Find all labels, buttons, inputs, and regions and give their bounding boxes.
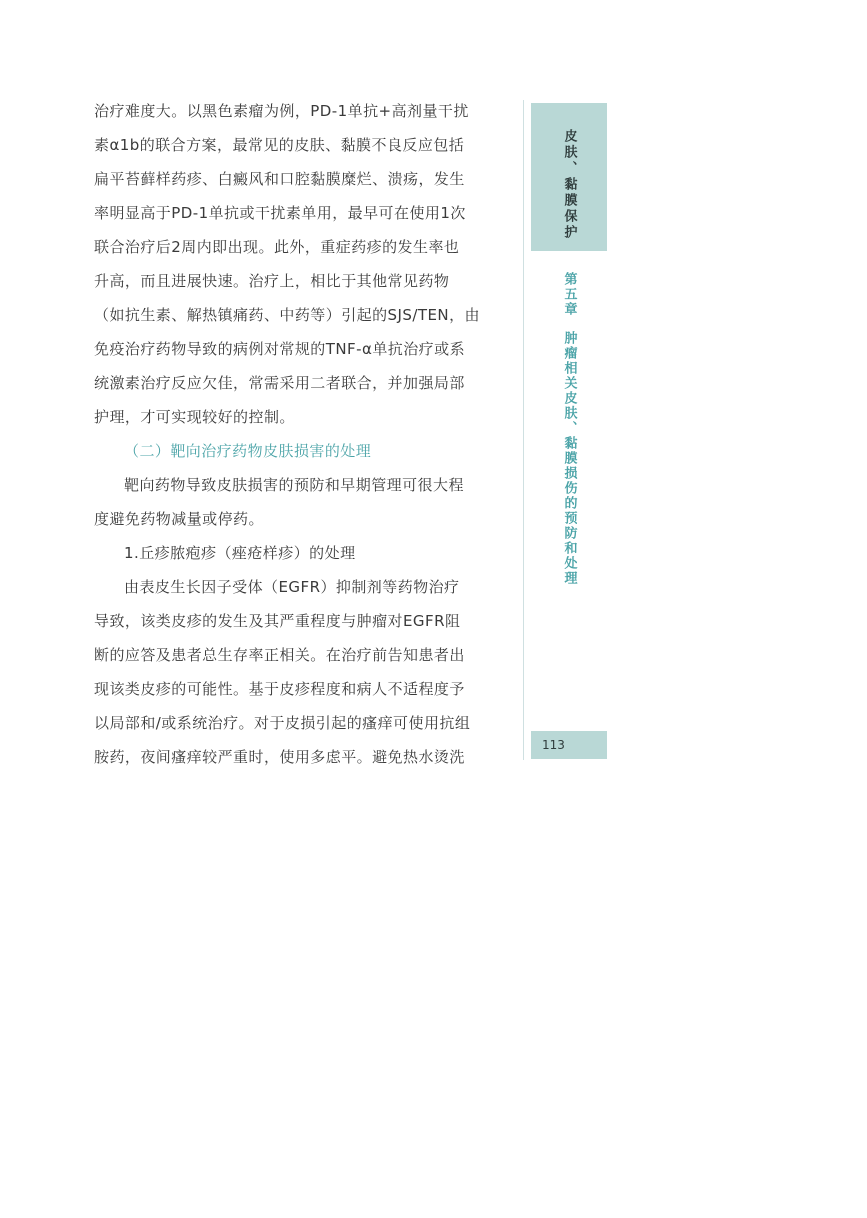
text-line: 导致，该类皮疹的发生及其严重程度与肿瘤对EGFR阻 bbox=[94, 612, 461, 630]
page-number: 113 bbox=[531, 731, 607, 759]
text-line: （如抗生素、解热镇痛药、中药等）引起的SJS/TEN，由 bbox=[94, 306, 480, 324]
text-line: 率明显高于PD-1单抗或干扰素单用，最早可在使用1次 bbox=[94, 204, 466, 222]
text-line: 素α1b的联合方案，最常见的皮肤、黏膜不良反应包括 bbox=[94, 136, 465, 154]
text-line: 以局部和/或系统治疗。对于皮损引起的瘙痒可使用抗组 bbox=[94, 714, 471, 732]
text-line: 度避免药物减量或停药。 bbox=[94, 510, 264, 528]
text-line: 统激素治疗反应欠佳，常需采用二者联合，并加强局部 bbox=[94, 374, 465, 392]
section-tab bbox=[531, 103, 607, 251]
section-heading: （二）靶向治疗药物皮肤损害的处理 bbox=[124, 442, 372, 460]
text-line: 升高，而且进展快速。治疗上，相比于其他常见药物 bbox=[94, 272, 450, 290]
text-line: 扁平苔藓样药疹、白癜风和口腔黏膜糜烂、溃疡，发生 bbox=[94, 170, 465, 188]
chapter-number: 第五章 bbox=[561, 272, 577, 317]
text-line: 联合治疗后2周内即出现。此外，重症药疹的发生率也 bbox=[94, 238, 460, 256]
text-line: 断的应答及患者总生存率正相关。在治疗前告知患者出 bbox=[94, 646, 465, 664]
text-line: 治疗难度大。以黑色素瘤为例，PD-1单抗+高剂量干扰 bbox=[94, 102, 469, 120]
text-line: 由表皮生长因子受体（EGFR）抑制剂等药物治疗 bbox=[124, 578, 460, 596]
section-tab-label: 皮肤、黏膜保护 bbox=[561, 129, 577, 241]
subsection-heading: 1.丘疹脓疱疹（痤疮样疹）的处理 bbox=[124, 544, 356, 562]
text-line: 现该类皮疹的可能性。基于皮疹程度和病人不适程度予 bbox=[94, 680, 465, 698]
chapter-title-text bbox=[560, 272, 579, 586]
chapter-name: 肿瘤相关皮肤、黏膜损伤的预防和处理 bbox=[561, 331, 577, 586]
sidebar-divider bbox=[523, 100, 524, 760]
text-line: 胺药，夜间瘙痒较严重时，使用多虑平。避免热水烫洗 bbox=[94, 748, 465, 766]
text-line: 靶向药物导致皮肤损害的预防和早期管理可很大程 bbox=[124, 476, 464, 494]
chapter-title bbox=[531, 272, 607, 586]
text-line: 免疫治疗药物导致的病例对常规的TNF-α单抗治疗或系 bbox=[94, 340, 466, 358]
text-line: 护理，才可实现较好的控制。 bbox=[94, 408, 295, 426]
body-text bbox=[94, 94, 496, 774]
